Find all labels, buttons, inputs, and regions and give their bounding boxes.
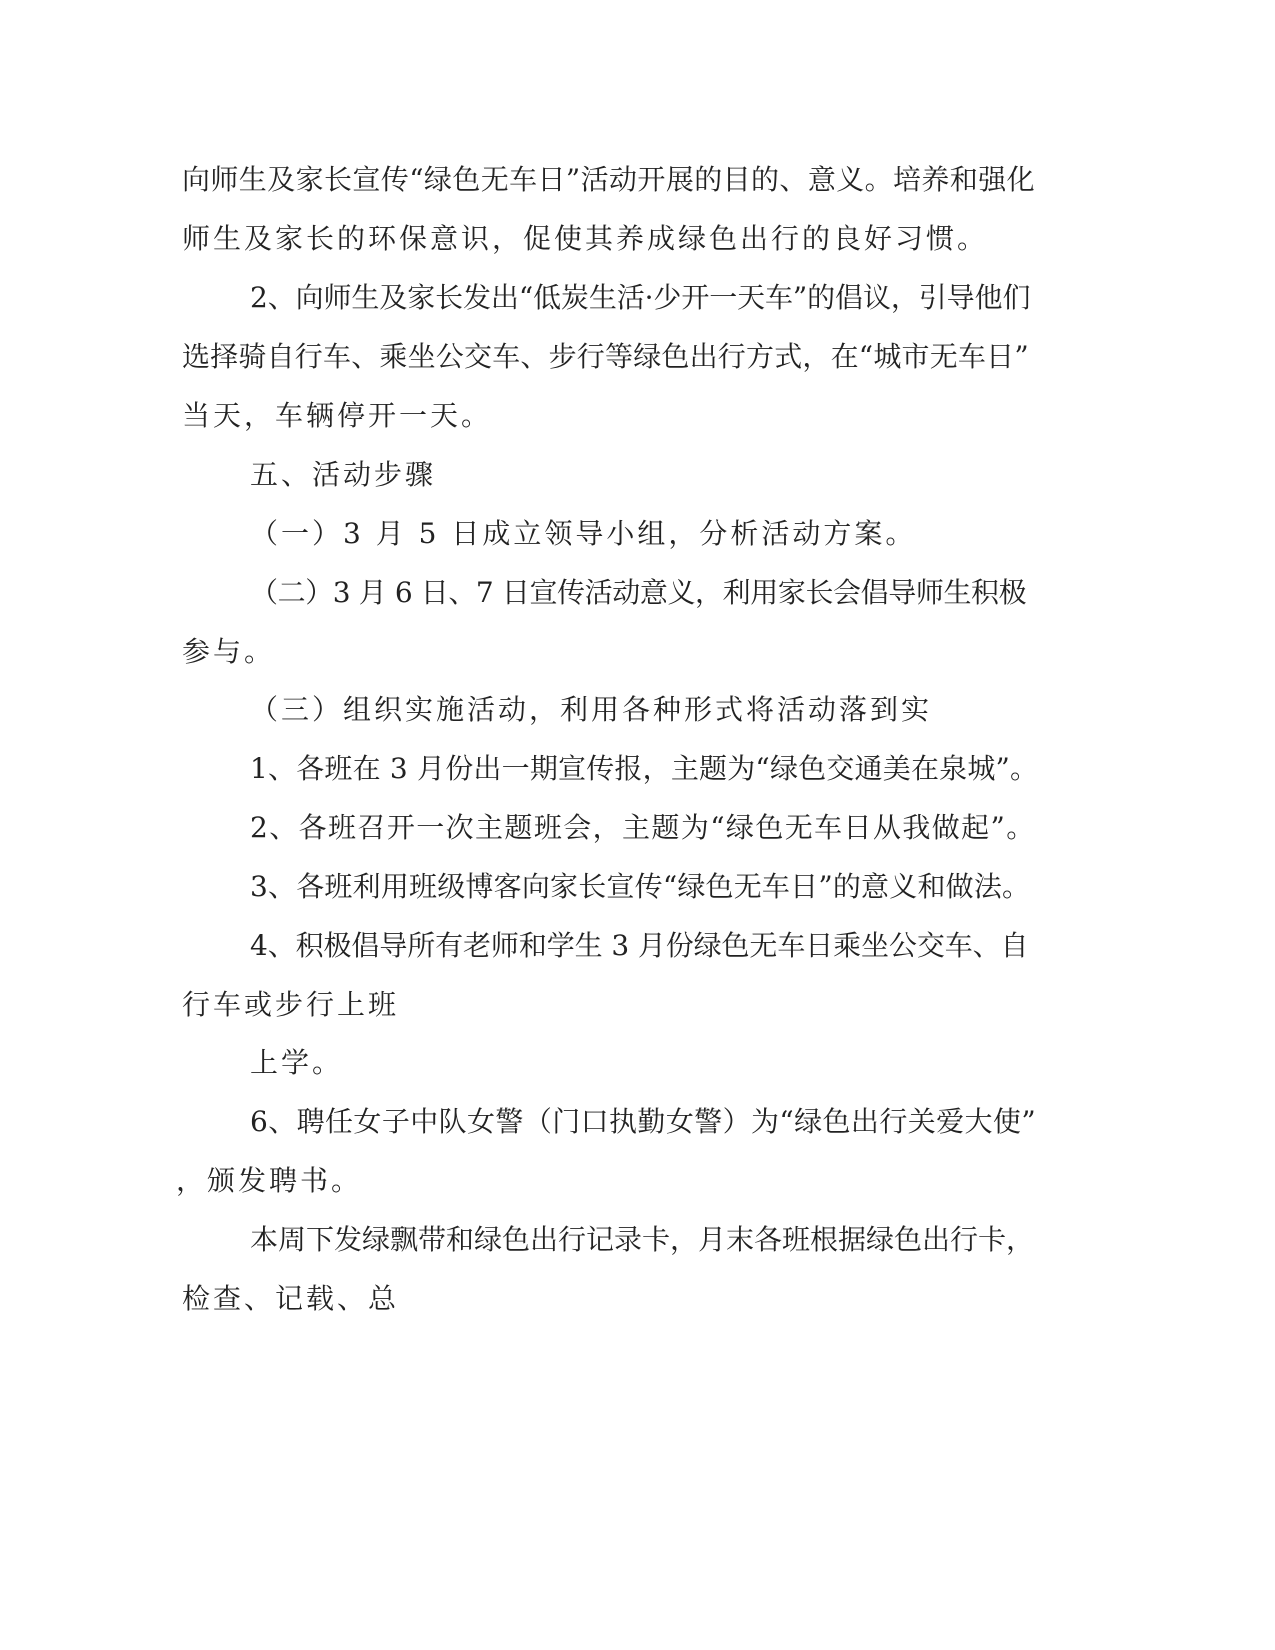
paragraph-line: 检查、记载、总 — [182, 1282, 400, 1315]
paragraph-line: 师生及家长的环保意识，促使其养成绿色出行的良好习惯。 — [182, 222, 989, 255]
paragraph-line: 6、聘任女子中队女警（门口执勤女警）为“绿色出行关爱大使” — [250, 1105, 1037, 1138]
paragraph-line: 2、向师生及家长发出“低炭生活·少开一天车”的倡议，引导他们 — [250, 281, 1031, 314]
paragraph-line: 参与。 — [182, 635, 276, 668]
paragraph-line: （一）3 月 5 日成立领导小组，分析活动方案。 — [250, 517, 917, 550]
paragraph-line: 行车或步行上班 — [182, 988, 400, 1021]
paragraph-line: 1、各班在 3 月份出一期宣传报，主题为“绿色交通美在泉城”。 — [250, 752, 1039, 785]
paragraph-line: （三）组织实施活动，利用各种形式将活动落到实 — [250, 693, 933, 726]
paragraph-line: 3、各班利用班级博客向家长宣传“绿色无车日”的意义和做法。 — [250, 870, 1031, 903]
paragraph-line: 4、积极倡导所有老师和学生 3 月份绿色无车日乘坐公交车、自 — [250, 929, 1029, 962]
paragraph-line: 向师生及家长宣传“绿色无车日”活动开展的目的、意义。培养和强化 — [182, 163, 1036, 196]
paragraph-line: 本周下发绿飘带和绿色出行记录卡，月末各班根据绿色出行卡， — [250, 1223, 1035, 1256]
paragraph-line: 当天，车辆停开一天。 — [182, 399, 493, 432]
section-heading: 五、活动步骤 — [250, 458, 437, 491]
paragraph-line: ，颁发聘书。 — [176, 1164, 363, 1197]
paragraph-line: 选择骑自行车、乘坐公交车、步行等绿色出行方式，在“城市无车日” — [182, 340, 1029, 373]
paragraph-line: 2、各班召开一次主题班会，主题为“绿色无车日从我做起”。 — [250, 811, 1036, 844]
paragraph-line: （二）3 月 6 日、7 日宣传活动意义，利用家长会倡导师生积极 — [250, 576, 1027, 609]
paragraph-line: 上学。 — [250, 1046, 344, 1079]
